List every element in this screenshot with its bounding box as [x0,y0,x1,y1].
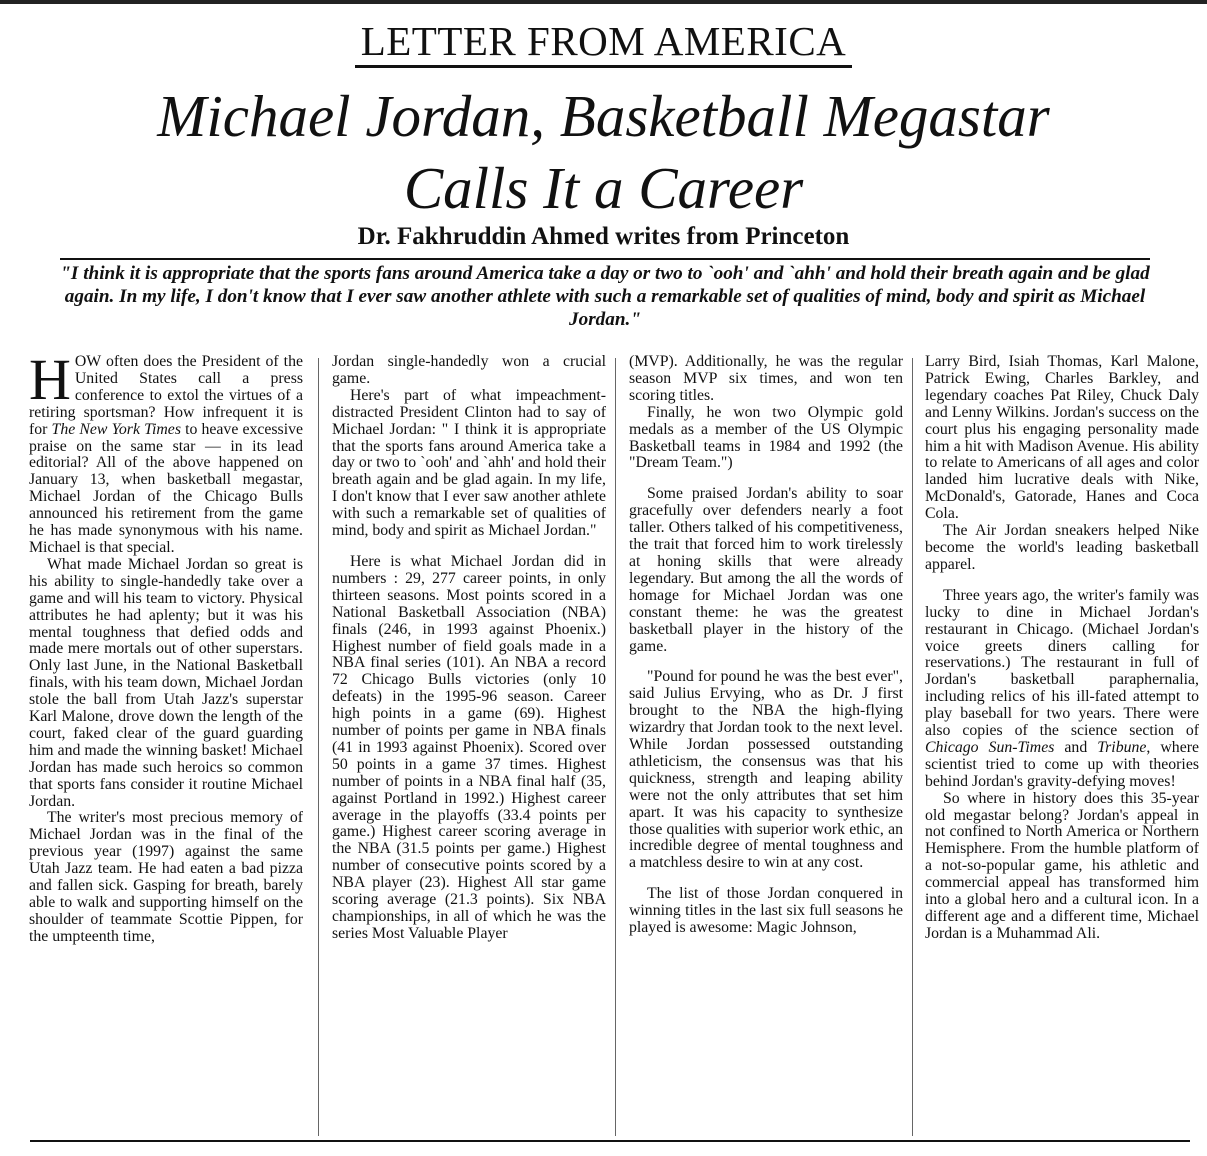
section-kicker [0,18,1207,64]
column-divider [912,358,913,1136]
article-column-3 [629,354,903,1138]
headline-line-1: Michael Jordan, Basketball Megastar [157,83,1050,149]
article-paragraph: The writer's most precious memory of Michael Jordan was in the final of the previous year (1997) against the same Utah Jazz team. He had eaten a bad pizza and fallen sick. Gasping for breath, barely able to walk and supporting himself on the shoulder of teammate Scottie Pippen, for the umpteenth time, [29,809,303,945]
article-paragraph: Some praised Jordan's ability to soar gracefully over defenders nearly a foot taller. Others talked of his competitiveness, the trait that forced him to work tirelessly at honing skills that were already legendary. But among the all the words of homage for Michael Jordan was one constant theme: he was the greatest basketball player in the history of the game. [629,485,903,655]
article-paragraph: Jordan single-handedly won a crucial game. [332,354,606,387]
pull-quote: "I think it is appropriate that the sports fans around America take a day or two to `ooh' and `ahh' and hold their breath again and be glad again. In my life, I don't know that I ever saw another athlete with such a remarkable set of qualities of mind, body and spirit as Michael Jordan." [60,258,1150,331]
drop-cap: H [29,354,71,412]
article-paragraph: Here's part of what impeachment-distracted President Clinton had to say of Michael Jordan: " I think it is appropriate that the sports fans around America take a day or two to `ooh' and `ahh' and hold their breath again and be glad again. In my life, I don't know that I ever saw another athlete with such a remarkable set of qualities of mind, body and spirit as Michael Jordan." [332,386,606,540]
kicker-text: LETTER FROM AMERICA [355,18,853,68]
top-rule [0,0,1207,4]
byline: Dr. Fakhruddin Ahmed writes from Princeton [357,223,850,250]
article-paragraph: Three years ago, the writer's family was lucky to dine in Michael Jordan's restaurant in Chicago. (Michael Jordan's voice greets diners calling for reservations.) The restaurant in full of Jordan's basketball paraphernalia, including relics of his ill-fated attempt to play baseball for two years. There were also copies of the science section of Chicago Sun-Times and Tribune, where scientist tried to come up with theories behind Jordan's gravity-defying moves! [925,586,1199,790]
article-paragraph: (MVP). Additionally, he was the regular season MVP six times, and won ten scoring titles. [629,354,903,404]
headline-line-2: Calls It a Career [403,155,804,221]
article-paragraph: The list of those Jordan conquered in winning titles in the last six full seasons he played is awesome: Magic Johnson, [629,885,903,937]
headline [0,80,1207,224]
article-column-2 [332,354,606,1138]
article-column-4 [925,354,1199,1138]
article-paragraph: Larry Bird, Isiah Thomas, Karl Malone, Patrick Ewing, Charles Barkley, and legendary coaches Pat Riley, Chuck Daly and Lenny Wilkins. Jordan's success on the court plus his engaging personality made him a hit with Madison Avenue. His ability to relate to Americans of all ages and color landed him lucrative deals with Nike, McDonald's, Gatorade, Hanes and Coca Cola. [925,354,1199,523]
article-paragraph: "Pound for pound he was the best ever", said Julius Ervying, who as Dr. J first brought to the NBA the high-flying wizardry that Jordan took to the next level. While Jordan possessed outstanding athleticism, the consensus was that his quickness, strength and leaping ability were not the only attributes that set him apart. It was his capacity to synthesize those qualities with superior work ethic, an incredible degree of mental toughness and a matchless desire to win at any cost. [629,668,903,872]
article-paragraph: The Air Jordan sneakers helped Nike become the world's leading basketball apparel. [925,522,1199,573]
bottom-rule [30,1140,1190,1142]
article-paragraph: HOW often does the President of the United States call a press conference to extol the virtues of a retiring sportsman? How infrequent it is for The New York Times to heave excessive praise on the same star — in its lead editorial? All of the above happened on January 13, when basketball megastar, Michael Jordan of the Chicago Bulls announced his retirement from the game he has made synonymous with his name. Michael is that special. [29,354,303,556]
column-divider [318,358,319,1136]
article-paragraph: What made Michael Jordan so great is his ability to single-handedly take over a game and will his team to victory. Physical attributes he had aplenty; but it was his mental toughness that defied odds and made mere mortals out of other superstars. Only last June, in the National Basketball finals, with his team down, Michael Jordan stole the ball from Utah Jazz's superstar Karl Malone, drove down the length of the court, faked clear of the guard guarding him and made the winning basket! Michael Jordan has made such heroics so common that sports fans consider it routine Michael Jordan. [29,555,303,810]
article-paragraph: So where in history does this 35-year old megastar belong? Jordan's appeal in not confined to North America or Northern Hemisphere. From the humble platform of a not-so-popular game, his athletic and commercial appeal has transformed him into a global hero and a cultural icon. In a different age and a different time, Michael Jordan is a Muhammad Ali. [925,789,1199,942]
article-paragraph: Here is what Michael Jordan did in numbers : 29, 277 career points, in only thirteen seasons. Most points scored in a National Basketball Association (NBA) finals (246, in 1993 against Phoenix.) Highest number of field goals made in a NBA final series (101). An NBA a record 72 Chicago Bulls victories (only 10 defeats) in the 1995-96 season. Career high points in a game (69). Highest number of points per game in NBA finals (41 in 1993 against Phoenix). Scored over 50 points in a game 37 times. Highest number of points in a NBA final half (35, against Portland in 1992.) Highest career average in the playoffs (33.4 points per game.) Highest career scoring average in the NBA (31.5 points per game.) Highest number of consecutive points scored by a NBA player (23). Highest All star game scoring average (21.3 points). Six NBA championships, in all of which he was the series Most Valuable Player [332,552,606,942]
article-column-1 [29,354,303,1138]
article-paragraph: Finally, he won two Olympic gold medals as a member of the US Olympic Basketball teams in 1984 and 1992 (the "Dream Team.") [629,403,903,472]
column-divider [615,358,616,1136]
